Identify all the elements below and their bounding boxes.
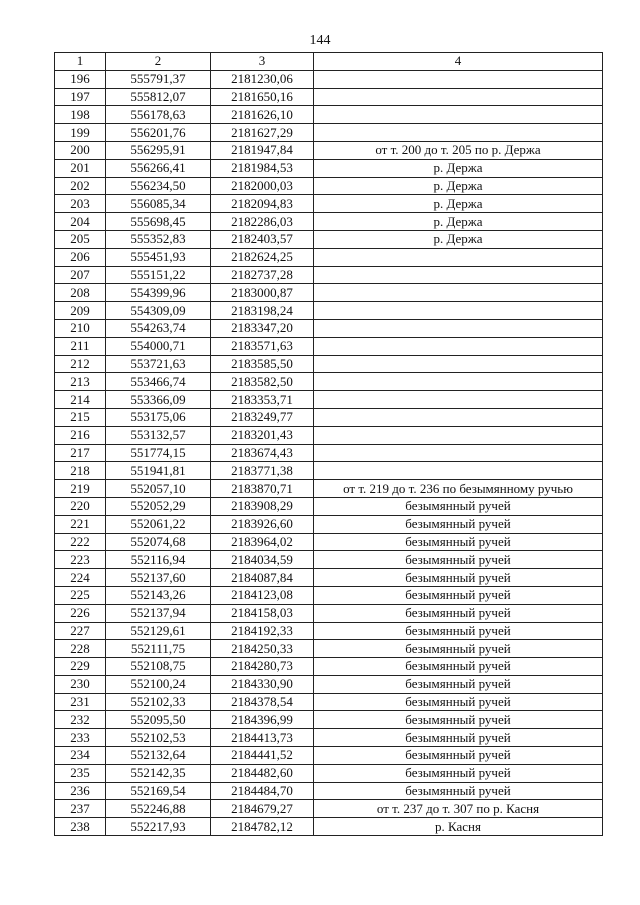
table-row [55, 319, 603, 337]
table-row [55, 480, 603, 498]
y-coordinate-cell: 2181650,16 [211, 88, 314, 106]
point-number-cell: 206 [55, 248, 106, 266]
table-row [55, 551, 603, 569]
description-cell [314, 284, 603, 302]
table-row [55, 497, 603, 515]
description-cell: безымянный ручей [314, 764, 603, 782]
y-coordinate-cell: 2183908,29 [211, 497, 314, 515]
x-coordinate-cell: 556234,50 [106, 177, 211, 195]
x-coordinate-cell: 553366,09 [106, 391, 211, 409]
description-cell: от т. 237 до т. 307 по р. Касня [314, 800, 603, 818]
y-coordinate-cell: 2183964,02 [211, 533, 314, 551]
description-cell: безымянный ручей [314, 658, 603, 676]
description-cell: безымянный ручей [314, 747, 603, 765]
x-coordinate-cell: 552102,53 [106, 729, 211, 747]
x-coordinate-cell: 552057,10 [106, 480, 211, 498]
x-coordinate-cell: 552169,54 [106, 782, 211, 800]
description-cell [314, 248, 603, 266]
y-coordinate-cell: 2182624,25 [211, 248, 314, 266]
description-cell: безымянный ручей [314, 782, 603, 800]
table-row [55, 177, 603, 195]
x-coordinate-cell: 552052,29 [106, 497, 211, 515]
point-number-cell: 217 [55, 444, 106, 462]
description-cell: безымянный ручей [314, 569, 603, 587]
description-cell [314, 106, 603, 124]
x-coordinate-cell: 552246,88 [106, 800, 211, 818]
x-coordinate-cell: 552108,75 [106, 658, 211, 676]
table-body [55, 53, 603, 836]
y-coordinate-cell: 2184087,84 [211, 569, 314, 587]
description-cell: безымянный ручей [314, 711, 603, 729]
x-coordinate-cell: 554000,71 [106, 337, 211, 355]
point-number-cell: 236 [55, 782, 106, 800]
y-coordinate-cell: 2183585,50 [211, 355, 314, 373]
x-coordinate-cell: 555812,07 [106, 88, 211, 106]
y-coordinate-cell: 2184396,99 [211, 711, 314, 729]
x-coordinate-cell: 555151,22 [106, 266, 211, 284]
table-row [55, 533, 603, 551]
x-coordinate-cell: 552142,35 [106, 764, 211, 782]
point-number-cell: 237 [55, 800, 106, 818]
x-coordinate-cell: 556178,63 [106, 106, 211, 124]
description-cell [314, 70, 603, 88]
point-number-cell: 224 [55, 569, 106, 587]
table-row [55, 391, 603, 409]
table-row [55, 747, 603, 765]
point-number-cell: 204 [55, 213, 106, 231]
point-number-cell: 231 [55, 693, 106, 711]
y-coordinate-cell: 2183870,71 [211, 480, 314, 498]
y-coordinate-cell: 2182403,57 [211, 230, 314, 248]
x-coordinate-cell: 556085,34 [106, 195, 211, 213]
x-coordinate-cell: 552137,60 [106, 569, 211, 587]
y-coordinate-cell: 2182094,83 [211, 195, 314, 213]
point-number-cell: 228 [55, 640, 106, 658]
table-row [55, 604, 603, 622]
y-coordinate-cell: 2184484,70 [211, 782, 314, 800]
description-cell [314, 266, 603, 284]
table-row [55, 141, 603, 159]
point-number-cell: 198 [55, 106, 106, 124]
table-row [55, 640, 603, 658]
table-row [55, 88, 603, 106]
y-coordinate-cell: 2184250,33 [211, 640, 314, 658]
column-header-y-coordinate: 3 [211, 53, 314, 71]
description-cell: р. Держа [314, 230, 603, 248]
x-coordinate-cell: 552102,33 [106, 693, 211, 711]
description-cell: безымянный ручей [314, 622, 603, 640]
table-row [55, 302, 603, 320]
description-cell: безымянный ручей [314, 551, 603, 569]
description-cell: безымянный ручей [314, 640, 603, 658]
y-coordinate-cell: 2184158,03 [211, 604, 314, 622]
x-coordinate-cell: 552111,75 [106, 640, 211, 658]
description-cell [314, 444, 603, 462]
x-coordinate-cell: 556295,91 [106, 141, 211, 159]
point-number-cell: 209 [55, 302, 106, 320]
table-row [55, 800, 603, 818]
point-number-cell: 235 [55, 764, 106, 782]
y-coordinate-cell: 2184413,73 [211, 729, 314, 747]
x-coordinate-cell: 556201,76 [106, 124, 211, 142]
point-number-cell: 210 [55, 319, 106, 337]
table-row [55, 70, 603, 88]
table-row [55, 266, 603, 284]
point-number-cell: 205 [55, 230, 106, 248]
x-coordinate-cell: 552129,61 [106, 622, 211, 640]
page-number: 144 [309, 33, 331, 48]
y-coordinate-cell: 2183198,24 [211, 302, 314, 320]
point-number-cell: 234 [55, 747, 106, 765]
point-number-cell: 233 [55, 729, 106, 747]
y-coordinate-cell: 2181230,06 [211, 70, 314, 88]
y-coordinate-cell: 2184280,73 [211, 658, 314, 676]
point-number-cell: 197 [55, 88, 106, 106]
x-coordinate-cell: 553466,74 [106, 373, 211, 391]
description-cell [314, 408, 603, 426]
table-row [55, 622, 603, 640]
x-coordinate-cell: 553132,57 [106, 426, 211, 444]
y-coordinate-cell: 2183771,38 [211, 462, 314, 480]
y-coordinate-cell: 2182000,03 [211, 177, 314, 195]
y-coordinate-cell: 2183571,63 [211, 337, 314, 355]
table-row [55, 658, 603, 676]
description-cell [314, 88, 603, 106]
table-row [55, 248, 603, 266]
coordinates-table [54, 52, 603, 836]
y-coordinate-cell: 2183201,43 [211, 426, 314, 444]
x-coordinate-cell: 552132,64 [106, 747, 211, 765]
y-coordinate-cell: 2184441,52 [211, 747, 314, 765]
y-coordinate-cell: 2181984,53 [211, 159, 314, 177]
point-number-cell: 203 [55, 195, 106, 213]
x-coordinate-cell: 555791,37 [106, 70, 211, 88]
point-number-cell: 232 [55, 711, 106, 729]
x-coordinate-cell: 552074,68 [106, 533, 211, 551]
point-number-cell: 226 [55, 604, 106, 622]
description-cell [314, 302, 603, 320]
description-cell [314, 373, 603, 391]
table-row [55, 284, 603, 302]
table-row [55, 337, 603, 355]
table-row [55, 124, 603, 142]
point-number-cell: 219 [55, 480, 106, 498]
x-coordinate-cell: 554309,09 [106, 302, 211, 320]
y-coordinate-cell: 2182286,03 [211, 213, 314, 231]
description-cell: безымянный ручей [314, 515, 603, 533]
y-coordinate-cell: 2183674,43 [211, 444, 314, 462]
table-row [55, 408, 603, 426]
description-cell: безымянный ручей [314, 693, 603, 711]
description-cell: от т. 219 до т. 236 по безымянному ручью [314, 480, 603, 498]
table-row [55, 515, 603, 533]
table-header-row [55, 53, 603, 71]
point-number-cell: 200 [55, 141, 106, 159]
x-coordinate-cell: 555352,83 [106, 230, 211, 248]
table-row [55, 106, 603, 124]
y-coordinate-cell: 2184330,90 [211, 675, 314, 693]
point-number-cell: 223 [55, 551, 106, 569]
y-coordinate-cell: 2183582,50 [211, 373, 314, 391]
x-coordinate-cell: 554399,96 [106, 284, 211, 302]
y-coordinate-cell: 2183347,20 [211, 319, 314, 337]
point-number-cell: 220 [55, 497, 106, 515]
point-number-cell: 230 [55, 675, 106, 693]
table-row [55, 764, 603, 782]
x-coordinate-cell: 552061,22 [106, 515, 211, 533]
x-coordinate-cell: 551941,81 [106, 462, 211, 480]
description-cell [314, 124, 603, 142]
point-number-cell: 227 [55, 622, 106, 640]
x-coordinate-cell: 553175,06 [106, 408, 211, 426]
point-number-cell: 212 [55, 355, 106, 373]
column-header-point-number: 1 [55, 53, 106, 71]
column-header-x-coordinate: 2 [106, 53, 211, 71]
table-row [55, 586, 603, 604]
point-number-cell: 222 [55, 533, 106, 551]
description-cell: р. Держа [314, 159, 603, 177]
point-number-cell: 238 [55, 818, 106, 836]
column-header-description: 4 [314, 53, 603, 71]
y-coordinate-cell: 2181947,84 [211, 141, 314, 159]
point-number-cell: 202 [55, 177, 106, 195]
x-coordinate-cell: 551774,15 [106, 444, 211, 462]
table-row [55, 729, 603, 747]
point-number-cell: 196 [55, 70, 106, 88]
table-row [55, 195, 603, 213]
y-coordinate-cell: 2181626,10 [211, 106, 314, 124]
point-number-cell: 218 [55, 462, 106, 480]
table-row [55, 444, 603, 462]
point-number-cell: 229 [55, 658, 106, 676]
y-coordinate-cell: 2184378,54 [211, 693, 314, 711]
point-number-cell: 207 [55, 266, 106, 284]
point-number-cell: 221 [55, 515, 106, 533]
point-number-cell: 211 [55, 337, 106, 355]
y-coordinate-cell: 2183249,77 [211, 408, 314, 426]
description-cell: р. Держа [314, 195, 603, 213]
description-cell: безымянный ручей [314, 533, 603, 551]
x-coordinate-cell: 552095,50 [106, 711, 211, 729]
table-row [55, 711, 603, 729]
x-coordinate-cell: 555451,93 [106, 248, 211, 266]
description-cell: безымянный ручей [314, 729, 603, 747]
table-row [55, 426, 603, 444]
x-coordinate-cell: 552217,93 [106, 818, 211, 836]
description-cell: р. Держа [314, 177, 603, 195]
point-number-cell: 213 [55, 373, 106, 391]
table-row [55, 818, 603, 836]
y-coordinate-cell: 2184679,27 [211, 800, 314, 818]
description-cell: безымянный ручей [314, 586, 603, 604]
description-cell [314, 391, 603, 409]
x-coordinate-cell: 555698,45 [106, 213, 211, 231]
description-cell [314, 462, 603, 480]
table-row [55, 355, 603, 373]
point-number-cell: 201 [55, 159, 106, 177]
x-coordinate-cell: 556266,41 [106, 159, 211, 177]
description-cell: р. Держа [314, 213, 603, 231]
point-number-cell: 214 [55, 391, 106, 409]
y-coordinate-cell: 2184192,33 [211, 622, 314, 640]
point-number-cell: 215 [55, 408, 106, 426]
table-row [55, 230, 603, 248]
x-coordinate-cell: 553721,63 [106, 355, 211, 373]
table-row [55, 569, 603, 587]
y-coordinate-cell: 2184782,12 [211, 818, 314, 836]
description-cell: безымянный ручей [314, 604, 603, 622]
description-cell [314, 319, 603, 337]
description-cell: безымянный ручей [314, 675, 603, 693]
description-cell: от т. 200 до т. 205 по р. Держа [314, 141, 603, 159]
table-row [55, 373, 603, 391]
y-coordinate-cell: 2183926,60 [211, 515, 314, 533]
y-coordinate-cell: 2184482,60 [211, 764, 314, 782]
description-cell [314, 337, 603, 355]
y-coordinate-cell: 2181627,29 [211, 124, 314, 142]
y-coordinate-cell: 2184034,59 [211, 551, 314, 569]
table-row [55, 462, 603, 480]
x-coordinate-cell: 552137,94 [106, 604, 211, 622]
point-number-cell: 225 [55, 586, 106, 604]
x-coordinate-cell: 552143,26 [106, 586, 211, 604]
point-number-cell: 208 [55, 284, 106, 302]
x-coordinate-cell: 552116,94 [106, 551, 211, 569]
description-cell: р. Касня [314, 818, 603, 836]
table-row [55, 693, 603, 711]
description-cell [314, 426, 603, 444]
y-coordinate-cell: 2183000,87 [211, 284, 314, 302]
description-cell: безымянный ручей [314, 497, 603, 515]
point-number-cell: 216 [55, 426, 106, 444]
x-coordinate-cell: 552100,24 [106, 675, 211, 693]
x-coordinate-cell: 554263,74 [106, 319, 211, 337]
y-coordinate-cell: 2183353,71 [211, 391, 314, 409]
point-number-cell: 199 [55, 124, 106, 142]
table-row [55, 159, 603, 177]
y-coordinate-cell: 2182737,28 [211, 266, 314, 284]
table-row [55, 213, 603, 231]
description-cell [314, 355, 603, 373]
table-row [55, 675, 603, 693]
y-coordinate-cell: 2184123,08 [211, 586, 314, 604]
table-row [55, 782, 603, 800]
